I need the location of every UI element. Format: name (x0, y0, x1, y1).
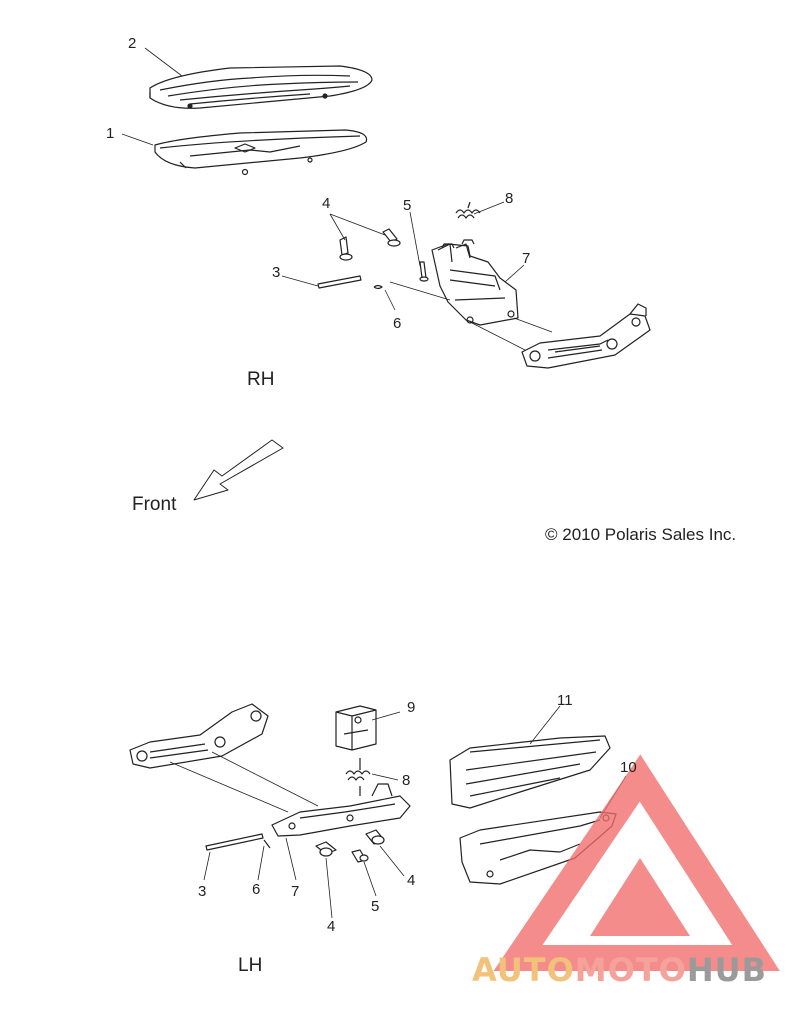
lh-callout-3: 3 (198, 883, 207, 900)
rh-callout-8: 8 (505, 190, 514, 207)
lh-bolt-part-4a (316, 842, 336, 856)
copyright-notice: © 2010 Polaris Sales Inc. (545, 525, 737, 544)
watermark-hub: HUB (686, 951, 768, 989)
lh-footrest-pad-part-11 (450, 736, 610, 808)
rh-pin-part-5 (420, 262, 428, 281)
lh-footpeg-bracket-part-7 (272, 784, 410, 836)
rh-callout-1: 1 (106, 125, 115, 142)
watermark-auto: AUTO (472, 951, 575, 989)
rh-callout-4: 4 (322, 195, 331, 212)
lh-callout-5: 5 (371, 898, 380, 915)
rh-callout-7: 7 (522, 250, 531, 267)
lh-pin-part-5 (352, 850, 368, 862)
lh-shaft-part-3 (206, 834, 263, 850)
lh-callout-4b: 4 (407, 872, 416, 889)
lh-callout-7: 7 (291, 883, 300, 900)
rh-footrest-base-part-1 (155, 130, 367, 175)
rh-shaft-part-3 (318, 276, 361, 288)
lh-stop-block-part-9 (336, 706, 376, 750)
rh-footpeg-bracket-part-7 (432, 240, 518, 325)
rh-bolts-part-4 (340, 229, 400, 260)
watermark-moto: MOTO (574, 951, 687, 989)
rh-footrest-pad-part-2 (150, 66, 372, 108)
lh-callout-10: 10 (620, 759, 637, 776)
lh-bolt-part-4b (366, 830, 384, 844)
rh-footpeg-arm (522, 304, 650, 368)
front-direction-arrow (194, 440, 283, 500)
watermark-logo-triangle (518, 778, 756, 958)
rh-callout-5: 5 (403, 197, 412, 214)
lh-clip-part-6 (264, 840, 270, 848)
lh-spring-part-8 (346, 758, 370, 796)
rh-callout-2: 2 (128, 35, 137, 52)
front-direction-label: Front (132, 494, 177, 515)
watermark-text (472, 951, 768, 989)
rh-callout-3: 3 (272, 264, 281, 281)
rh-spring-part-8 (456, 202, 480, 218)
rh-section-label: RH (247, 369, 275, 390)
lh-section-label: LH (238, 955, 263, 976)
rh-callout-6: 6 (393, 315, 402, 332)
rh-clip-part-6 (374, 286, 382, 289)
lh-footpeg-arm (130, 704, 268, 768)
lh-callout-9: 9 (407, 699, 416, 716)
lh-callout-6: 6 (252, 881, 261, 898)
lh-callout-8: 8 (402, 772, 411, 789)
lh-callout-11: 11 (557, 692, 573, 709)
lh-callout-4a: 4 (327, 918, 336, 935)
